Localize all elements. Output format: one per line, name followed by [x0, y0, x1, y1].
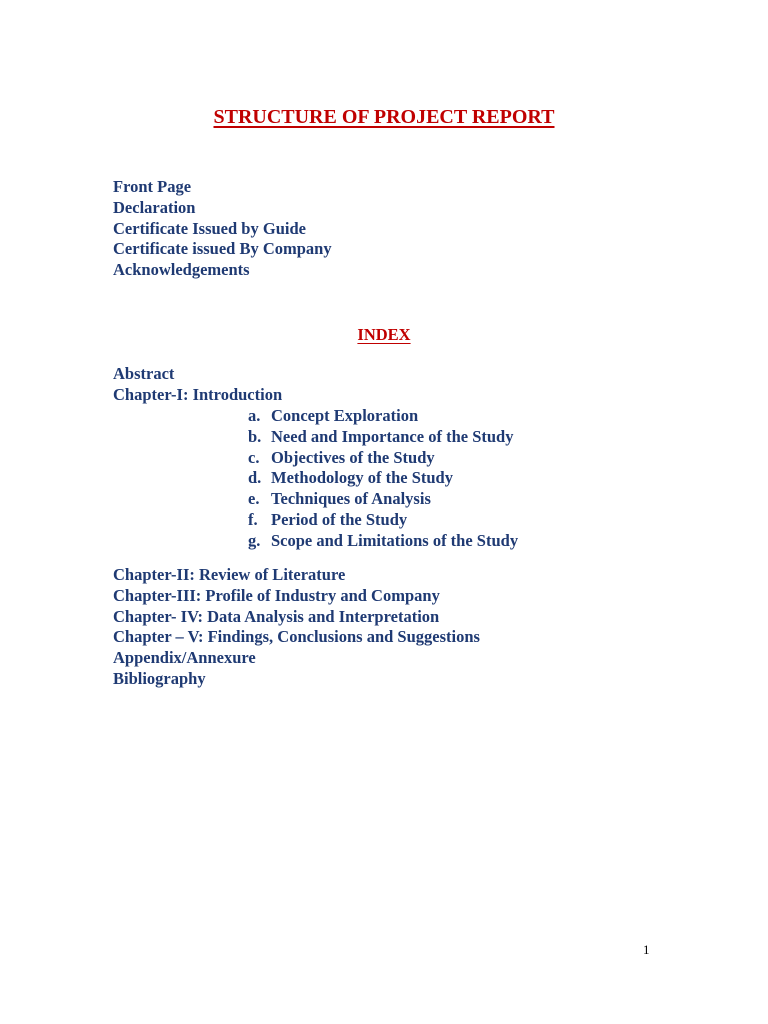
list-item: [248, 531, 518, 552]
page-number: 1: [643, 942, 650, 957]
index-heading: INDEX: [357, 325, 411, 344]
list-item-text: Scope and Limitations of the Study: [271, 530, 519, 550]
list-item-text: Concept Exploration: [271, 406, 419, 425]
list-marker: d.: [248, 468, 262, 488]
list-marker: a.: [248, 406, 261, 425]
list-item-text: Methodology of the Study: [271, 468, 453, 488]
list-marker: c.: [248, 447, 260, 467]
front-matter-item: Certificate issued By Company: [113, 239, 332, 259]
front-matter-list: [113, 177, 332, 281]
chapter-1-subitems: [248, 406, 518, 552]
front-matter-item: Declaration: [113, 197, 196, 217]
list-item-text: Objectives of the Study: [271, 447, 435, 467]
list-item: [248, 406, 518, 427]
list-marker: b.: [248, 426, 262, 446]
list-item: [248, 510, 518, 531]
front-matter-item: Front Page: [113, 177, 192, 196]
list-item: [248, 427, 518, 448]
index-item-chapter-4: Chapter- IV: Data Analysis and Interpretation: [113, 606, 440, 626]
index-list-bottom: [113, 565, 480, 690]
index-item-appendix: Appendix/Annexure: [113, 648, 256, 668]
document-title: STRUCTURE OF PROJECT REPORT: [213, 106, 555, 128]
list-item-text: Techniques of Analysis: [271, 489, 431, 509]
index-item-chapter-5: Chapter – V: Findings, Conclusions and Suggestions: [113, 627, 480, 647]
index-item-abstract: Abstract: [113, 364, 175, 383]
list-item: [248, 468, 518, 489]
list-marker: e.: [248, 489, 260, 509]
index-item-chapter-2: Chapter-II: Review of Literature: [113, 565, 346, 584]
list-item: [248, 448, 518, 469]
index-item-bibliography: Bibliography: [113, 668, 206, 688]
list-item-text: Period of the Study: [271, 509, 408, 529]
list-marker: g.: [248, 530, 261, 550]
index-item-chapter-3: Chapter-III: Profile of Industry and Company: [113, 585, 440, 605]
list-marker: f.: [248, 509, 258, 529]
index-list-top: [113, 364, 282, 406]
list-item: [248, 489, 518, 510]
list-item-text: Need and Importance of the Study: [271, 426, 514, 446]
front-matter-item: Acknowledgements: [113, 260, 250, 280]
index-item-chapter-1: Chapter-I: Introduction: [113, 384, 283, 404]
front-matter-item: Certificate Issued by Guide: [113, 218, 306, 238]
